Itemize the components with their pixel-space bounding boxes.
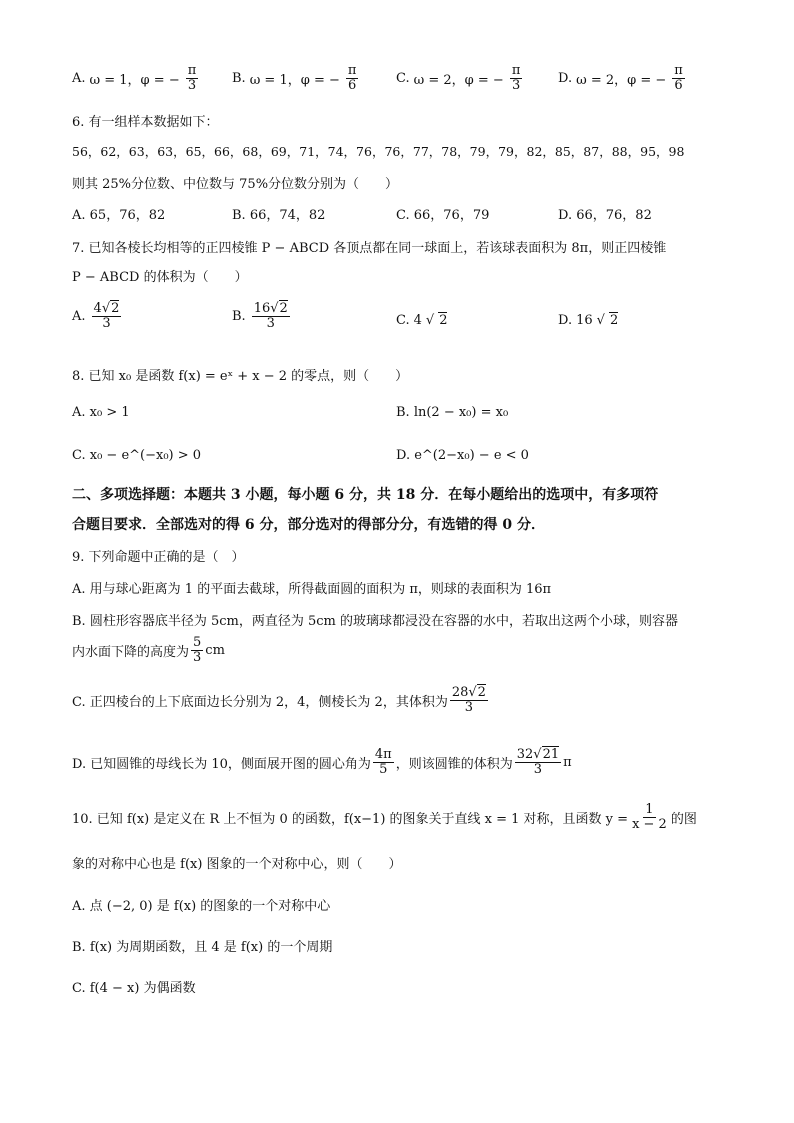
fraction-denominator: 3 (102, 315, 111, 331)
q7-option-a (72, 302, 123, 330)
coefficient: 32 (516, 747, 534, 762)
option-text: C. 正四棱台的上下底面边长分别为 2，4，侧棱长为 2，其体积为 (72, 694, 448, 710)
option-text: ω = 1，φ = − (249, 72, 340, 88)
q7-option-c: C. 4 √ 2 (396, 312, 448, 328)
option-letter: D. (558, 312, 573, 328)
option-letter: B. (232, 308, 246, 324)
fraction-denominator: 3 (193, 649, 202, 665)
radicand: 21 (542, 747, 560, 762)
option-text: ，则该圆锥的体积为 (395, 756, 513, 772)
radicand: 2 (279, 301, 288, 316)
q9-option-c (72, 686, 490, 714)
q6-question: 则其 25%分位数、中位数与 75%分位数分别为（ ） (72, 177, 399, 192)
option-letter: A. (72, 70, 86, 86)
q10-option-c: C. f(4 − x) 为偶函数 (72, 981, 196, 996)
option-letter: B. (232, 70, 246, 86)
fraction-denominator: 6 (674, 77, 683, 93)
fraction (186, 64, 199, 92)
fraction-numerator: π (674, 63, 683, 78)
section2-heading-line2: 合题目要求．全部选对的得 6 分，部分选对的得部分分，有选错的得 0 分． (72, 517, 545, 533)
radicand: 2 (609, 313, 619, 328)
q7-option-b (232, 302, 292, 330)
fraction-numerator: π (187, 63, 197, 78)
q10-option-b: B. f(x) 为周期函数，且 4 是 f(x) 的一个周期 (72, 940, 333, 955)
fraction-numerator: π (511, 63, 521, 78)
fraction (672, 64, 685, 92)
coefficient: 4 (413, 312, 422, 328)
fraction-denominator: 3 (266, 315, 275, 331)
fraction (373, 748, 394, 776)
coefficient: 16 (576, 312, 593, 328)
q8-option-d: D. e^(2−x₀) − e < 0 (396, 448, 529, 463)
fraction (191, 636, 203, 664)
question-text: 的图 (670, 811, 697, 827)
option-letter: A. (72, 308, 86, 324)
q7-line2: P − ABCD 的体积为（ ） (72, 270, 248, 285)
q6-option-b: B. 66，74，82 (232, 208, 326, 223)
q9-option-d (72, 748, 572, 776)
q9-option-b-line1: B. 圆柱形容器底半径为 5cm，两直径为 5cm 的玻璃球都浸没在容器的水中，若取出这两个小球，则容器 (72, 614, 678, 629)
q9-stem: 9. 下列命题中正确的是（ ） (72, 550, 245, 565)
q6-option-c: C. 66，76，79 (396, 208, 490, 223)
q8-option-c: C. x₀ − e^(−x₀) > 0 (72, 448, 202, 463)
radicand: 2 (439, 313, 448, 328)
q5-option-b (232, 64, 360, 92)
fraction-numerator: 28√2 (451, 685, 486, 700)
q6-option-d: D. 66，76，82 (558, 208, 652, 223)
option-text: ω = 1，φ = − (89, 72, 180, 88)
q5-options (72, 64, 732, 104)
q10-line2: 象的对称中心也是 f(x) 图象的一个对称中心，则（ ） (72, 857, 402, 872)
fraction (515, 748, 561, 776)
fraction (630, 803, 669, 831)
fraction-numerator: 32√21 (516, 747, 560, 762)
coefficient: 28 (451, 685, 469, 700)
q7-option-d: D. 16 √ 2 (558, 312, 619, 328)
q6-data: 56，62，63，63，65，66，68，69，71，74，76，76，77，78，79，79，82，85，87，88，95，98 (72, 144, 685, 159)
q5-option-d (558, 64, 687, 92)
fraction (450, 686, 488, 714)
fraction-denominator: 3 (464, 699, 474, 715)
q6-option-a: A. 65，76，82 (72, 208, 166, 223)
q7-line1: 7. 已知各棱长均相等的正四棱锥 P − ABCD 各顶点都在同一球面上，若该球表面积为 8π，则正四棱锥 (72, 241, 667, 256)
fraction-numerator: 1 (645, 802, 654, 817)
option-text: 内水面下降的高度为 (72, 644, 190, 660)
fraction-denominator: 3 (511, 77, 521, 93)
q9-option-a: A. 用与球心距离为 1 的平面去截球，所得截面圆的面积为 π，则球的表面积为 16π (72, 582, 552, 597)
q10-option-a: A. 点 (−2, 0) 是 f(x) 的图象的一个对称中心 (72, 899, 331, 914)
option-text: ω = 2，φ = − (413, 72, 504, 88)
q7-options (72, 302, 732, 342)
option-text: D. 已知圆锥的母线长为 10，侧面展开图的圆心角为 (72, 756, 371, 772)
fraction-numerator: 5 (193, 635, 202, 650)
fraction (510, 64, 523, 92)
option-letter: C. (396, 312, 410, 328)
coefficient: 16 (253, 301, 271, 316)
option-text: ω = 2，φ = − (576, 72, 667, 88)
option-letter: D. (558, 70, 573, 86)
coefficient: 4 (93, 301, 102, 316)
q10-line1 (72, 803, 697, 831)
q5-option-a (72, 64, 200, 92)
question-text: 10. 已知 f(x) 是定义在 R 上不恒为 0 的函数，f(x−1) 的图象关于直线 x = 1 对称，且函数 y = (72, 811, 629, 827)
q8-option-b: B. ln(2 − x₀) = x₀ (396, 405, 509, 420)
unit: cm (205, 642, 225, 658)
fraction-numerator: 4√2 (93, 301, 120, 316)
fraction-numerator: 16√2 (253, 301, 288, 316)
fraction (92, 302, 122, 330)
fraction-numerator: 4π (374, 747, 392, 762)
fraction-denominator: 6 (348, 77, 357, 93)
radicand: 2 (111, 301, 120, 316)
fraction (252, 302, 290, 330)
q6-stem: 6. 有一组样本数据如下： (72, 115, 219, 130)
fraction-numerator: π (347, 63, 357, 78)
fraction-denominator: x − 2 (632, 816, 667, 832)
option-text: π (563, 754, 572, 770)
fraction-denominator: 3 (533, 761, 543, 777)
q5-option-c (396, 64, 524, 92)
section2-heading-line1: 二、多项选择题：本题共 3 小题，每小题 6 分，共 18 分．在每小题给出的选项中，有多项符 (72, 487, 659, 503)
option-letter: C. (396, 70, 410, 86)
fraction-denominator: 3 (187, 77, 197, 93)
q9-option-b-line2 (72, 636, 225, 664)
q8-stem: 8. 已知 x₀ 是函数 f(x) = eˣ + x − 2 的零点，则（ ） (72, 369, 409, 384)
q8-option-a: A. x₀ > 1 (72, 405, 130, 420)
radicand: 2 (477, 685, 486, 700)
fraction-denominator: 5 (379, 761, 388, 777)
fraction (346, 64, 359, 92)
